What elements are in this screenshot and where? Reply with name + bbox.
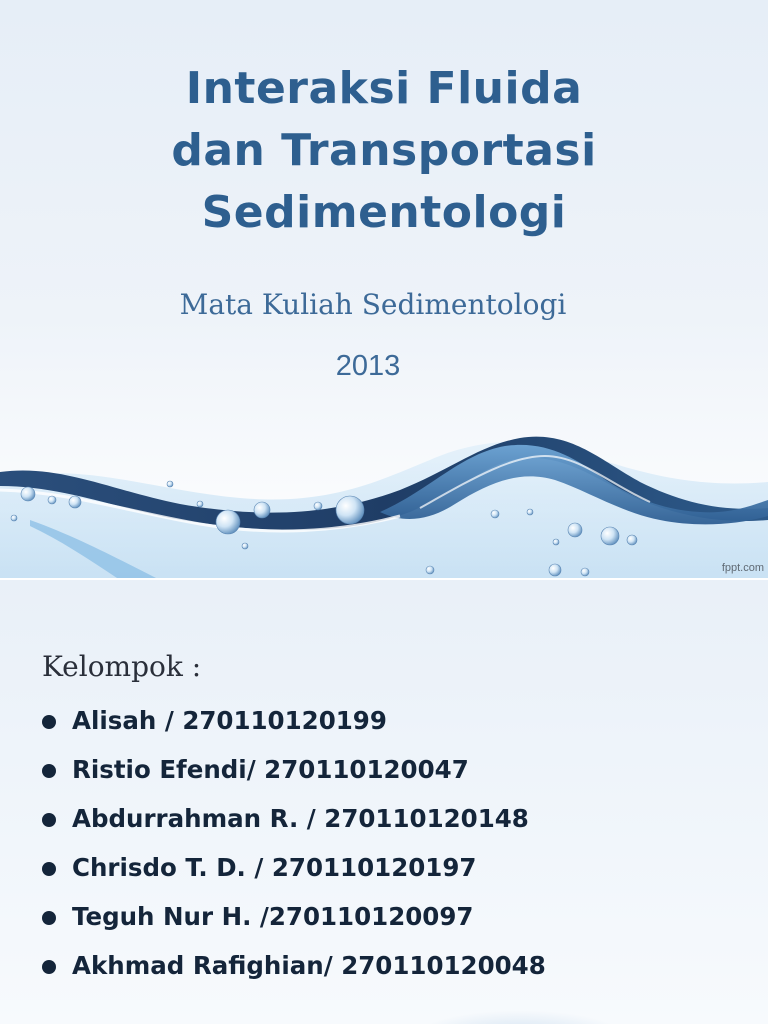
member-name: Abdurrahman R. / 270110120148 <box>72 804 529 833</box>
list-item <box>42 843 546 892</box>
group-label: Kelompok : <box>42 650 202 683</box>
slide-subtitle: Mata Kuliah Sedimentologi <box>179 288 567 321</box>
title-line-1: Interaksi Fluida <box>185 63 583 114</box>
member-name: Ristio Efendi/ 270110120047 <box>72 755 469 784</box>
watermark-text: fppt.com <box>721 562 764 574</box>
water-wave-illustration <box>0 420 768 578</box>
title-line-2: dan Transportasi <box>171 125 597 176</box>
member-name: Akhmad Rafighian/ 270110120048 <box>72 951 546 980</box>
slide-title <box>0 58 768 244</box>
bullet-icon <box>42 911 56 925</box>
member-name: Teguh Nur H. /270110120097 <box>72 902 474 931</box>
bullet-icon <box>42 715 56 729</box>
title-line-3: Sedimentologi <box>201 187 567 238</box>
member-name: Chrisdo T. D. / 270110120197 <box>72 853 477 882</box>
bullet-icon <box>42 764 56 778</box>
list-item <box>42 745 546 794</box>
bullet-icon <box>42 862 56 876</box>
list-item <box>42 941 546 990</box>
slide-year: 2013 <box>335 350 401 382</box>
member-name: Alisah / 270110120199 <box>72 706 387 735</box>
bullet-icon <box>42 813 56 827</box>
list-item <box>42 794 546 843</box>
members-list <box>42 696 546 990</box>
members-slide <box>0 580 768 1024</box>
list-item <box>42 696 546 745</box>
list-item <box>42 892 546 941</box>
wave-crest-decoration <box>410 1010 630 1024</box>
bullet-icon <box>42 960 56 974</box>
